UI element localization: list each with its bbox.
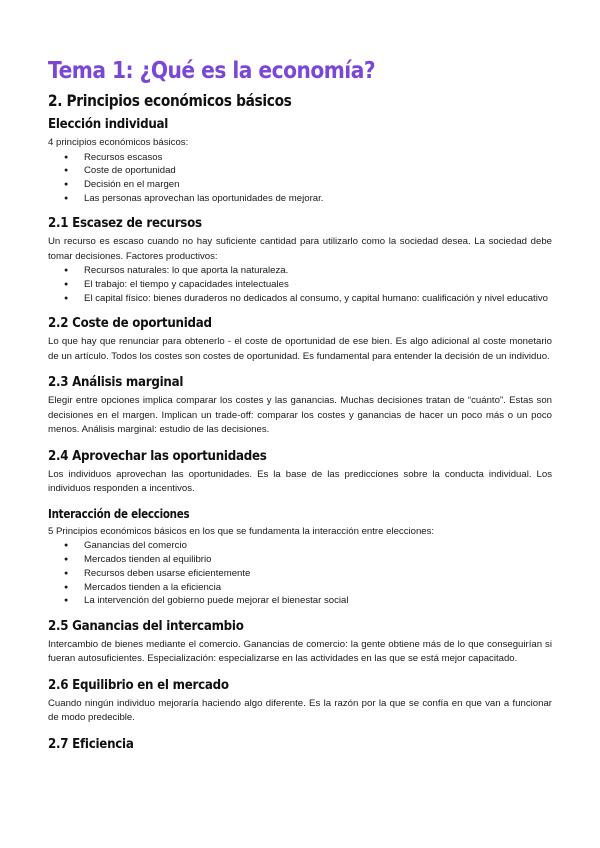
subsection-heading: 2.2 Coste de oportunidad [48,315,212,332]
paragraph: Lo que hay que renunciar para obtenerlo - el coste de oportunidad de ese bien. Es algo adicional al coste monetario de un artículo. Todos los costes son costes de oportunidad. Es fundamental para entender la decisión de un individuo. [48,336,552,362]
paragraph: Los individuos aprovechan las oportunidades. Es la base de las predicciones sobre la conducta individual. Los individuos responden a incentivos. [48,468,552,495]
list-item: ● Mercados tienden a la eficiencia [64,581,552,595]
section-heading: 2. Principios económicos básicos [48,91,292,110]
list-item: ● Ganancias del comercio [64,539,552,553]
subsection-heading: 2.5 Ganancias del intercambio [48,617,244,634]
paragraph: Un recurso es escaso cuando no hay suficiente cantidad para utilizarlo como la sociedad desea. La sociedad debe tomar decisiones. Factores productivos: [48,236,552,262]
list-item: ● El capital físico: bienes duraderos no dedicados al consumo, y capital humano: cualificación y nivel educativo [64,292,552,306]
list-item: ● Recursos naturales: lo que aporta la naturaleza. [64,264,552,278]
subsection-heading: 2.7 Eficiencia [48,735,134,752]
list-item: ● Coste de oportunidad [64,164,552,178]
bullet-list [48,539,552,608]
paragraph: 5 Principios económicos básicos en los que se fundamenta la interacción entre elecciones: [48,525,435,537]
list-item: ● Decisión en el margen [64,178,552,192]
list-item: ● La intervención del gobierno puede mejorar el bienestar social [64,594,552,608]
bullet-list [48,264,552,305]
paragraph: Cuando ningún individuo mejoraría haciendo algo diferente. Es la razón por la que se confía en que van a funcionar de modo predecible. [48,697,552,724]
subsection-heading: Elección individual [48,116,169,132]
bullet-list [48,151,552,206]
paragraph: Elegir entre opciones implica comparar los costes y las ganancias. Muchas decisiones tratan de “cuánto”. Estas son decisiones en el margen. Implican un trade-off: comparar los costes y ganancias de hacer un poco más o un poco menos. Análisis marginal: estudio de las decisiones. [48,395,552,436]
list-item: ● El trabajo: el tiempo y capacidades intelectuales [64,278,552,292]
paragraph: Intercambio de bienes mediante el comercio. Ganancias de comercio: la gente obtiene más de lo que conseguirían si fueran autosuficientes. Especialización: especializarse en las actividades en las que se está mejor capacitado. [48,638,552,665]
subsection-heading: 2.3 Análisis marginal [48,374,184,391]
paragraph: 4 principios económicos básicos: [48,137,189,148]
subsection-heading: Interacción de elecciones [48,506,190,521]
list-item: ● Recursos escasos [64,151,552,165]
list-item: ● Mercados tienden al equilibrio [64,553,552,567]
list-item: ● Las personas aprovechan las oportunidades de mejorar. [64,192,552,206]
subsection-heading: 2.4 Aprovechar las oportunidades [48,447,267,464]
subsection-heading: 2.6 Equilibrio en el mercado [48,676,229,693]
document-title: Tema 1: ¿Qué es la economía? [48,58,376,84]
subsection-heading: 2.1 Escasez de recursos [48,215,202,232]
list-item: ● Recursos deben usarse eficientemente [64,567,552,581]
